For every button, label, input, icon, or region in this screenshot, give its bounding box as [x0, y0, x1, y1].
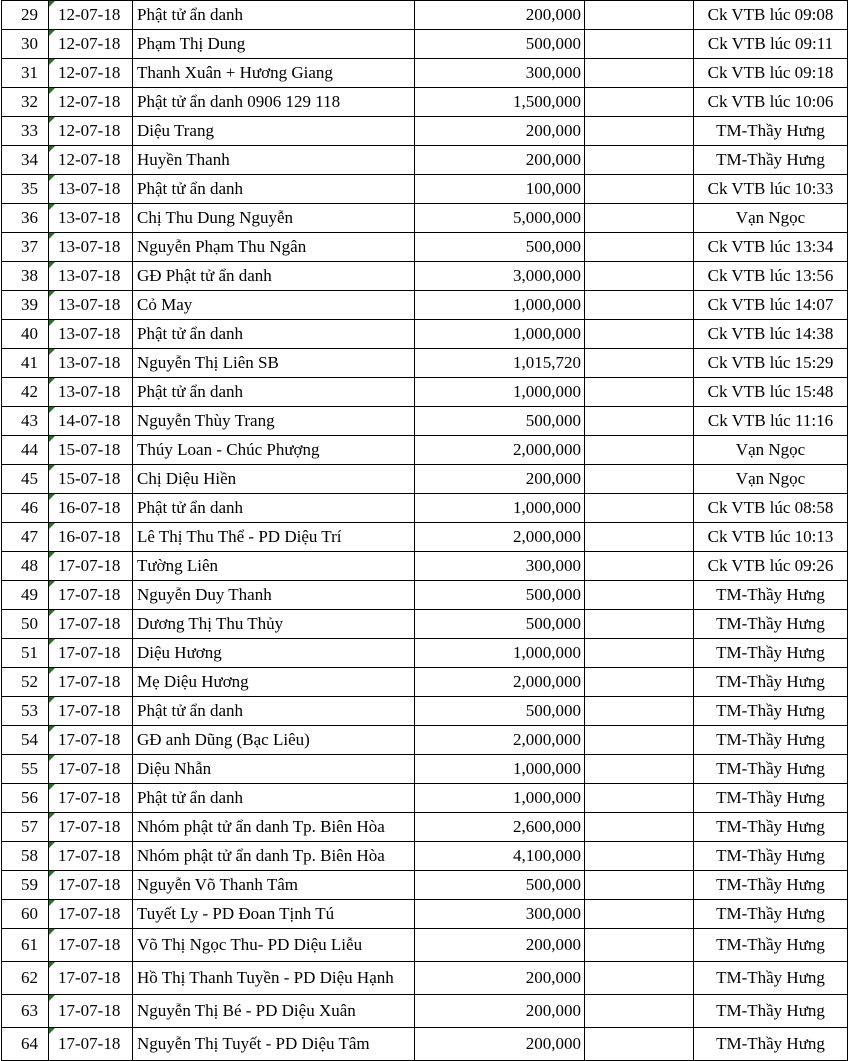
blank-cell	[585, 962, 694, 995]
blank-cell	[585, 523, 694, 552]
row-date: 12-07-18	[49, 1, 133, 30]
blank-cell	[585, 349, 694, 378]
donation-amount: 100,000	[415, 175, 585, 204]
payment-note: TM-Thầy Hưng	[694, 962, 848, 995]
payment-note: Ck VTB lúc 10:06	[694, 88, 848, 117]
table-row	[2, 639, 848, 668]
table-row	[2, 262, 848, 291]
row-date: 15-07-18	[49, 436, 133, 465]
table-row	[2, 117, 848, 146]
donation-amount: 1,015,720	[415, 349, 585, 378]
blank-cell	[585, 262, 694, 291]
table-row	[2, 378, 848, 407]
donor-name: Nguyễn Duy Thanh	[133, 581, 415, 610]
row-date: 13-07-18	[49, 320, 133, 349]
payment-note: Vạn Ngọc	[694, 436, 848, 465]
row-date: 12-07-18	[49, 30, 133, 59]
row-number: 43	[2, 407, 49, 436]
payment-note: Ck VTB lúc 09:18	[694, 59, 848, 88]
blank-cell	[585, 30, 694, 59]
payment-note: Vạn Ngọc	[694, 204, 848, 233]
payment-note: Ck VTB lúc 13:34	[694, 233, 848, 262]
row-number: 63	[2, 995, 49, 1028]
row-number: 49	[2, 581, 49, 610]
payment-note: Ck VTB lúc 13:56	[694, 262, 848, 291]
blank-cell	[585, 813, 694, 842]
table-row	[2, 436, 848, 465]
donation-amount: 200,000	[415, 995, 585, 1028]
payment-note: Ck VTB lúc 09:08	[694, 1, 848, 30]
donation-amount: 1,000,000	[415, 755, 585, 784]
donation-amount: 300,000	[415, 900, 585, 929]
donor-name: Võ Thị Ngọc Thu- PD Diệu Liễu	[133, 929, 415, 962]
row-number: 60	[2, 900, 49, 929]
table-row	[2, 552, 848, 581]
table-row	[2, 1028, 848, 1061]
table-row	[2, 233, 848, 262]
blank-cell	[585, 995, 694, 1028]
payment-note: Ck VTB lúc 15:48	[694, 378, 848, 407]
donation-amount: 300,000	[415, 552, 585, 581]
row-date: 17-07-18	[49, 726, 133, 755]
donation-amount: 1,000,000	[415, 784, 585, 813]
payment-note: TM-Thầy Hưng	[694, 784, 848, 813]
donation-amount: 3,000,000	[415, 262, 585, 291]
row-date: 17-07-18	[49, 871, 133, 900]
donation-amount: 300,000	[415, 59, 585, 88]
donation-amount: 4,100,000	[415, 842, 585, 871]
payment-note: Ck VTB lúc 11:16	[694, 407, 848, 436]
donor-name: Tuyết Ly - PD Đoan Tịnh Tú	[133, 900, 415, 929]
donation-amount: 1,000,000	[415, 320, 585, 349]
table-row	[2, 88, 848, 117]
blank-cell	[585, 407, 694, 436]
row-date: 12-07-18	[49, 88, 133, 117]
payment-note: TM-Thầy Hưng	[694, 581, 848, 610]
row-number: 61	[2, 929, 49, 962]
donor-name: Mẹ Diệu Hương	[133, 668, 415, 697]
blank-cell	[585, 494, 694, 523]
donor-name: Phạm Thị Dung	[133, 30, 415, 59]
donor-name: Diệu Hương	[133, 639, 415, 668]
row-number: 54	[2, 726, 49, 755]
table-row	[2, 929, 848, 962]
row-date: 17-07-18	[49, 784, 133, 813]
row-number: 57	[2, 813, 49, 842]
blank-cell	[585, 320, 694, 349]
blank-cell	[585, 233, 694, 262]
donor-name: Nguyễn Thị Bé - PD Diệu Xuân	[133, 995, 415, 1028]
blank-cell	[585, 1028, 694, 1061]
row-number: 53	[2, 697, 49, 726]
donor-name: GĐ Phật tử ẩn danh	[133, 262, 415, 291]
payment-note: Ck VTB lúc 09:11	[694, 30, 848, 59]
row-date: 17-07-18	[49, 610, 133, 639]
table-row	[2, 842, 848, 871]
row-number: 39	[2, 291, 49, 320]
table-row	[2, 204, 848, 233]
donor-name: Tường Liên	[133, 552, 415, 581]
row-date: 17-07-18	[49, 962, 133, 995]
payment-note: Ck VTB lúc 14:07	[694, 291, 848, 320]
table-row	[2, 726, 848, 755]
donor-name: Chị Diệu Hiền	[133, 465, 415, 494]
row-number: 48	[2, 552, 49, 581]
donation-amount: 2,000,000	[415, 436, 585, 465]
donation-amount: 200,000	[415, 117, 585, 146]
row-date: 17-07-18	[49, 668, 133, 697]
row-date: 17-07-18	[49, 697, 133, 726]
table-row	[2, 813, 848, 842]
donor-name: Dương Thị Thu Thủy	[133, 610, 415, 639]
row-date: 17-07-18	[49, 1028, 133, 1061]
blank-cell	[585, 610, 694, 639]
donor-name: Nguyễn Thùy Trang	[133, 407, 415, 436]
donor-name: Phật tử ẩn danh	[133, 320, 415, 349]
payment-note: TM-Thầy Hưng	[694, 146, 848, 175]
blank-cell	[585, 726, 694, 755]
donation-amount: 500,000	[415, 871, 585, 900]
donor-name: Cỏ May	[133, 291, 415, 320]
blank-cell	[585, 436, 694, 465]
donation-amount: 1,000,000	[415, 494, 585, 523]
payment-note: TM-Thầy Hưng	[694, 929, 848, 962]
payment-note: Ck VTB lúc 08:58	[694, 494, 848, 523]
donation-amount: 200,000	[415, 929, 585, 962]
payment-note: Ck VTB lúc 10:13	[694, 523, 848, 552]
donor-name: Nhóm phật tử ẩn danh Tp. Biên Hòa	[133, 842, 415, 871]
donor-name: Phật tử ẩn danh	[133, 494, 415, 523]
table-row	[2, 581, 848, 610]
blank-cell	[585, 88, 694, 117]
table-row	[2, 146, 848, 175]
payment-note: Vạn Ngọc	[694, 465, 848, 494]
row-date: 17-07-18	[49, 995, 133, 1028]
row-date: 12-07-18	[49, 117, 133, 146]
row-number: 31	[2, 59, 49, 88]
row-date: 16-07-18	[49, 494, 133, 523]
table-row	[2, 962, 848, 995]
row-date: 13-07-18	[49, 291, 133, 320]
donation-amount: 500,000	[415, 697, 585, 726]
donation-amount: 500,000	[415, 407, 585, 436]
table-row	[2, 697, 848, 726]
blank-cell	[585, 378, 694, 407]
donor-name: Diệu Nhẫn	[133, 755, 415, 784]
donation-amount: 200,000	[415, 1, 585, 30]
donor-name: Nguyễn Thị Liên SB	[133, 349, 415, 378]
blank-cell	[585, 755, 694, 784]
row-number: 51	[2, 639, 49, 668]
blank-cell	[585, 1, 694, 30]
table-row	[2, 349, 848, 378]
donor-name: Huyền Thanh	[133, 146, 415, 175]
row-date: 14-07-18	[49, 407, 133, 436]
table-row	[2, 755, 848, 784]
row-number: 33	[2, 117, 49, 146]
row-number: 45	[2, 465, 49, 494]
table-row	[2, 320, 848, 349]
donation-amount: 2,000,000	[415, 668, 585, 697]
donor-name: Nguyễn Thị Tuyết - PD Diệu Tâm	[133, 1028, 415, 1061]
row-number: 44	[2, 436, 49, 465]
blank-cell	[585, 552, 694, 581]
row-number: 30	[2, 30, 49, 59]
blank-cell	[585, 871, 694, 900]
row-date: 15-07-18	[49, 465, 133, 494]
row-number: 59	[2, 871, 49, 900]
blank-cell	[585, 784, 694, 813]
table-row	[2, 1, 848, 30]
row-number: 35	[2, 175, 49, 204]
row-number: 36	[2, 204, 49, 233]
payment-note: TM-Thầy Hưng	[694, 668, 848, 697]
row-date: 13-07-18	[49, 204, 133, 233]
table-row	[2, 871, 848, 900]
table-row	[2, 995, 848, 1028]
row-number: 29	[2, 1, 49, 30]
row-date: 17-07-18	[49, 813, 133, 842]
donation-amount: 2,000,000	[415, 726, 585, 755]
payment-note: Ck VTB lúc 09:26	[694, 552, 848, 581]
table-row	[2, 30, 848, 59]
table-row	[2, 523, 848, 552]
payment-note: TM-Thầy Hưng	[694, 871, 848, 900]
donation-amount: 2,000,000	[415, 523, 585, 552]
blank-cell	[585, 639, 694, 668]
donor-name: Chị Thu Dung Nguyễn	[133, 204, 415, 233]
table-row	[2, 784, 848, 813]
payment-note: TM-Thầy Hưng	[694, 639, 848, 668]
row-number: 56	[2, 784, 49, 813]
donation-amount: 200,000	[415, 146, 585, 175]
donor-name: Phật tử ẩn danh	[133, 1, 415, 30]
donor-name: GĐ anh Dũng (Bạc Liêu)	[133, 726, 415, 755]
payment-note: Ck VTB lúc 10:33	[694, 175, 848, 204]
row-number: 41	[2, 349, 49, 378]
row-date: 13-07-18	[49, 378, 133, 407]
payment-note: TM-Thầy Hưng	[694, 842, 848, 871]
donation-amount: 1,000,000	[415, 378, 585, 407]
row-number: 37	[2, 233, 49, 262]
payment-note: TM-Thầy Hưng	[694, 995, 848, 1028]
donation-amount: 500,000	[415, 233, 585, 262]
table-row	[2, 59, 848, 88]
donor-name: Phật tử ẩn danh	[133, 175, 415, 204]
payment-note: TM-Thầy Hưng	[694, 813, 848, 842]
payment-note: TM-Thầy Hưng	[694, 900, 848, 929]
blank-cell	[585, 204, 694, 233]
donation-amount: 500,000	[415, 610, 585, 639]
table-body	[2, 1, 848, 1061]
table-row	[2, 900, 848, 929]
donation-amount: 500,000	[415, 30, 585, 59]
blank-cell	[585, 117, 694, 146]
donor-name: Hồ Thị Thanh Tuyền - PD Diệu Hạnh	[133, 962, 415, 995]
row-number: 50	[2, 610, 49, 639]
row-number: 64	[2, 1028, 49, 1061]
row-date: 17-07-18	[49, 552, 133, 581]
donation-amount: 5,000,000	[415, 204, 585, 233]
blank-cell	[585, 465, 694, 494]
row-number: 34	[2, 146, 49, 175]
blank-cell	[585, 59, 694, 88]
donation-amount: 2,600,000	[415, 813, 585, 842]
donation-amount: 500,000	[415, 581, 585, 610]
donor-name: Thúy Loan - Chúc Phượng	[133, 436, 415, 465]
donor-name: Phật tử ẩn danh	[133, 784, 415, 813]
row-number: 38	[2, 262, 49, 291]
table-row	[2, 610, 848, 639]
donation-amount: 1,000,000	[415, 639, 585, 668]
donor-name: Nguyễn Phạm Thu Ngân	[133, 233, 415, 262]
row-date: 17-07-18	[49, 842, 133, 871]
blank-cell	[585, 929, 694, 962]
donor-name: Lê Thị Thu Thể - PD Diệu Trí	[133, 523, 415, 552]
payment-note: Ck VTB lúc 15:29	[694, 349, 848, 378]
row-date: 13-07-18	[49, 233, 133, 262]
payment-note: TM-Thầy Hưng	[694, 726, 848, 755]
donor-name: Nguyễn Võ Thanh Tâm	[133, 871, 415, 900]
table-row	[2, 291, 848, 320]
row-number: 55	[2, 755, 49, 784]
table-row	[2, 668, 848, 697]
row-number: 42	[2, 378, 49, 407]
blank-cell	[585, 842, 694, 871]
table-row	[2, 407, 848, 436]
donation-amount: 200,000	[415, 1028, 585, 1061]
table-row	[2, 175, 848, 204]
row-date: 17-07-18	[49, 639, 133, 668]
row-number: 52	[2, 668, 49, 697]
table-row	[2, 465, 848, 494]
donation-amount: 200,000	[415, 962, 585, 995]
row-date: 17-07-18	[49, 900, 133, 929]
blank-cell	[585, 291, 694, 320]
donor-name: Phật tử ẩn danh	[133, 378, 415, 407]
row-number: 40	[2, 320, 49, 349]
row-date: 16-07-18	[49, 523, 133, 552]
row-date: 17-07-18	[49, 581, 133, 610]
donation-table	[1, 0, 848, 1061]
blank-cell	[585, 900, 694, 929]
blank-cell	[585, 175, 694, 204]
row-date: 12-07-18	[49, 146, 133, 175]
row-date: 17-07-18	[49, 755, 133, 784]
donor-name: Nhóm phật tử ẩn danh Tp. Biên Hòa	[133, 813, 415, 842]
blank-cell	[585, 697, 694, 726]
donor-name: Phật tử ẩn danh 0906 129 118	[133, 88, 415, 117]
payment-note: Ck VTB lúc 14:38	[694, 320, 848, 349]
payment-note: TM-Thầy Hưng	[694, 697, 848, 726]
payment-note: TM-Thầy Hưng	[694, 1028, 848, 1061]
payment-note: TM-Thầy Hưng	[694, 117, 848, 146]
row-number: 32	[2, 88, 49, 117]
payment-note: TM-Thầy Hưng	[694, 755, 848, 784]
payment-note: TM-Thầy Hưng	[694, 610, 848, 639]
row-date: 13-07-18	[49, 349, 133, 378]
row-date: 17-07-18	[49, 929, 133, 962]
blank-cell	[585, 668, 694, 697]
blank-cell	[585, 146, 694, 175]
table-row	[2, 494, 848, 523]
row-number: 62	[2, 962, 49, 995]
row-number: 58	[2, 842, 49, 871]
donor-name: Diệu Trang	[133, 117, 415, 146]
row-date: 13-07-18	[49, 175, 133, 204]
row-number: 47	[2, 523, 49, 552]
row-number: 46	[2, 494, 49, 523]
donation-amount: 1,500,000	[415, 88, 585, 117]
blank-cell	[585, 581, 694, 610]
row-date: 13-07-18	[49, 262, 133, 291]
donor-name: Phật tử ẩn danh	[133, 697, 415, 726]
row-date: 12-07-18	[49, 59, 133, 88]
donation-amount: 1,000,000	[415, 291, 585, 320]
donation-amount: 200,000	[415, 465, 585, 494]
donor-name: Thanh Xuân + Hương Giang	[133, 59, 415, 88]
